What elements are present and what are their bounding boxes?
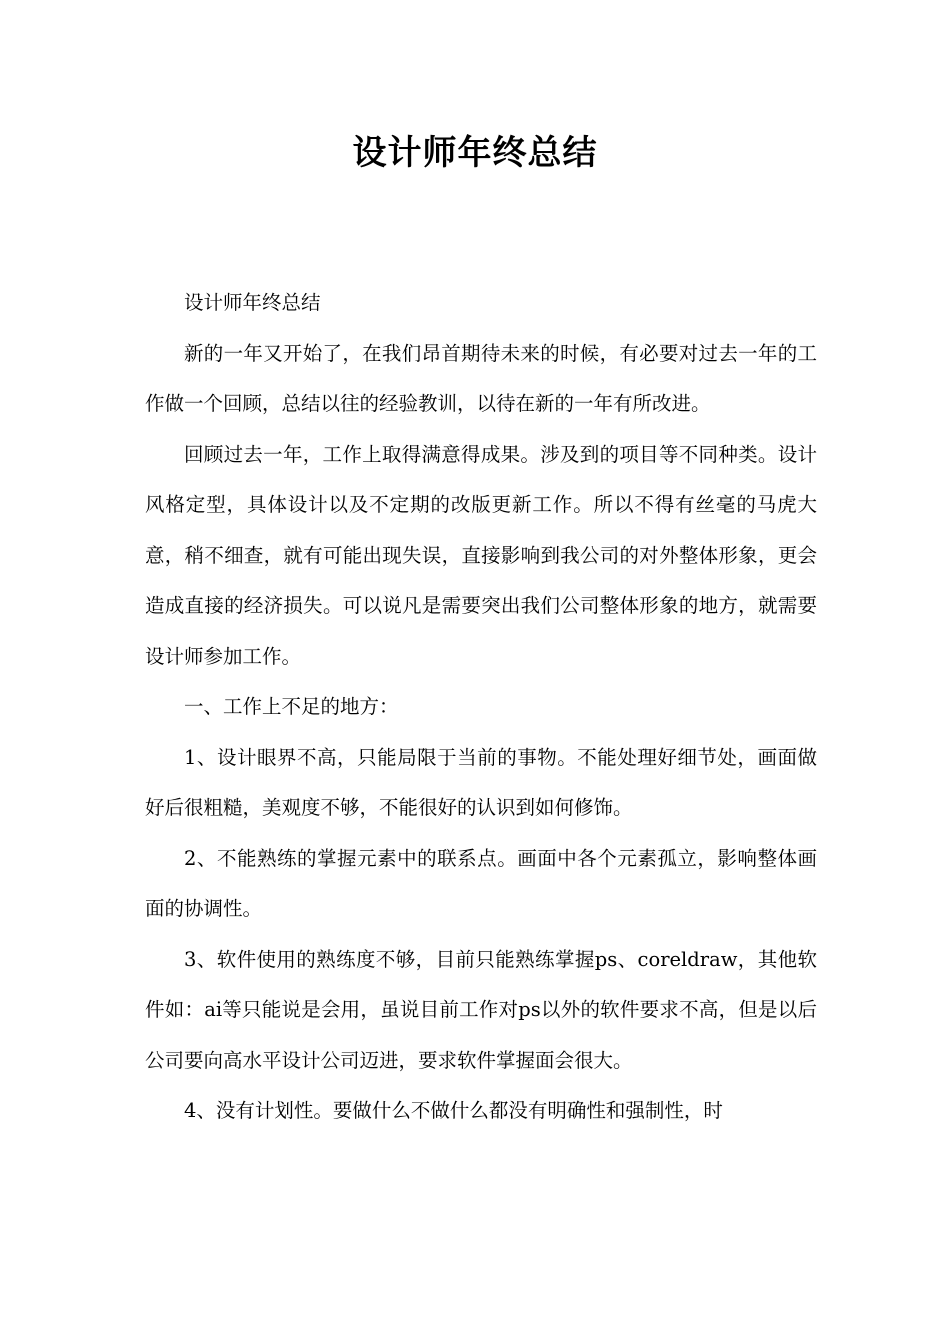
paragraph-item-4: 4、没有计划性。要做什么不做什么都没有明确性和强制性，时 bbox=[184, 1099, 723, 1122]
paragraph-heading: 设计师年终总结 bbox=[184, 291, 321, 314]
document-title: 设计师年终总结 bbox=[352, 133, 598, 173]
paragraph-intro: 新的一年又开始了，在我们昂首期待未来的时候，有必要对过去一年的工作做一个回顾，总结以往的经验教训，以待在新的一年有所改进。 bbox=[145, 341, 817, 415]
paragraph-review: 回顾过去一年，工作上取得满意得成果。涉及到的项目等不同种类。设计风格定型，具体设计以及不定期的改版更新工作。所以不得有丝毫的马虎大意，稍不细查，就有可能出现失误，直接影响到我公司的对外整体形象，更会造成直接的经济损失。可以说凡是需要突出我们公司整体形象的地方，就需要设计师参加工作。 bbox=[145, 442, 817, 668]
paragraph-item-3: 3、软件使用的熟练度不够，目前只能熟练掌握ps、coreldraw，其他软件如：ai等只能说是会用，虽说目前工作对ps以外的软件要求不高，但是以后公司要向高水平设计公司迈进，要求软件掌握面会很大。 bbox=[145, 947, 817, 1072]
paragraph-item-1: 1、设计眼界不高，只能局限于当前的事物。不能处理好细节处，画面做好后很粗糙，美观度不够，不能很好的认识到如何修饰。 bbox=[145, 745, 817, 819]
document-body bbox=[145, 278, 817, 1137]
paragraph-item-2: 2、不能熟练的掌握元素中的联系点。画面中各个元素孤立，影响整体画面的协调性。 bbox=[145, 846, 817, 920]
paragraph-section-heading: 一、工作上不足的地方： bbox=[184, 695, 399, 718]
